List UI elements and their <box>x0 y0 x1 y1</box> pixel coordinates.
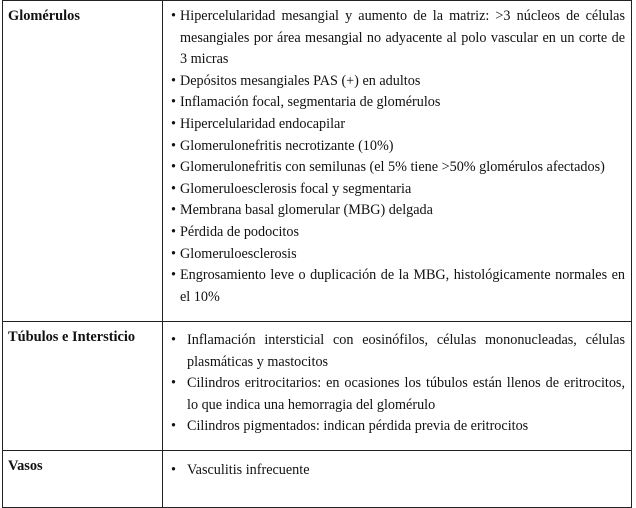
list-item: • Membrana basal glomerular (MBG) delgada <box>171 200 625 222</box>
bullet-icon: • <box>171 8 176 24</box>
table-row <box>3 451 632 508</box>
list-item: • Cilindros eritrocitarios: en ocasiones los túbulos están llenos de eritrocitos, lo que indica una hemorragia del glomérulo <box>171 375 625 413</box>
list-item: • Vasculitis infrecuente <box>171 460 625 482</box>
bullet-icon: • <box>171 245 176 262</box>
list-item: • Hipercelularidad endocapilar <box>171 114 625 136</box>
list-item: • Hipercelularidad mesangial y aumento de la matriz: >3 núcleos de células mesangiales por área mesangial no adyacente al polo vascular en un corte de 3 micras <box>171 8 625 68</box>
row-content-vasos <box>163 451 632 508</box>
bullet-icon: • <box>171 462 176 478</box>
histology-table <box>2 0 632 508</box>
row-label-tubulos: Túbulos e Intersticio <box>3 322 163 451</box>
list-item: • Pérdida de podocitos <box>171 222 625 244</box>
list-item: • Engrosamiento leve o duplicación de la MBG, histológicamente normales en el 10% <box>171 267 625 305</box>
row-label-vasos: Vasos <box>3 451 163 508</box>
list-item: • Depósitos mesangiales PAS (+) en adultos <box>171 71 625 93</box>
list-item: • Inflamación intersticial con eosinófilos, células mononucleadas, células plasmáticas y mastocitos <box>171 332 625 370</box>
bullet-icon: • <box>171 375 176 392</box>
bullet-icon: • <box>171 137 176 154</box>
bullet-icon: • <box>171 72 176 89</box>
list-item: • Glomerulonefritis con semilunas (el 5% tiene >50% glomérulos afectados) <box>171 157 625 179</box>
findings-list <box>171 330 625 438</box>
findings-list <box>171 460 625 482</box>
list-item: • Cilindros pigmentados: indican pérdida previa de eritrocitos <box>171 416 625 438</box>
bullet-icon: • <box>171 115 176 132</box>
list-item: • Glomeruloesclerosis <box>171 244 625 266</box>
bullet-icon: • <box>171 159 176 176</box>
bullet-icon: • <box>171 94 176 111</box>
findings-list <box>171 6 625 308</box>
row-content-glomerulos <box>163 1 632 322</box>
list-item: • Glomeruloesclerosis focal y segmentaria <box>171 179 625 201</box>
bullet-icon: • <box>171 202 176 219</box>
table-row <box>3 1 632 322</box>
list-item: • Glomerulonefritis necrotizante (10%) <box>171 136 625 158</box>
bullet-icon: • <box>171 418 176 435</box>
bullet-icon: • <box>171 180 176 197</box>
row-content-tubulos <box>163 322 632 451</box>
row-label-glomerulos: Glomérulos <box>3 1 163 322</box>
list-item: • Inflamación focal, segmentaria de glomérulos <box>171 92 625 114</box>
bullet-icon: • <box>171 223 176 240</box>
table-row <box>3 322 632 451</box>
bullet-icon: • <box>171 267 176 284</box>
bullet-icon: • <box>171 332 176 348</box>
